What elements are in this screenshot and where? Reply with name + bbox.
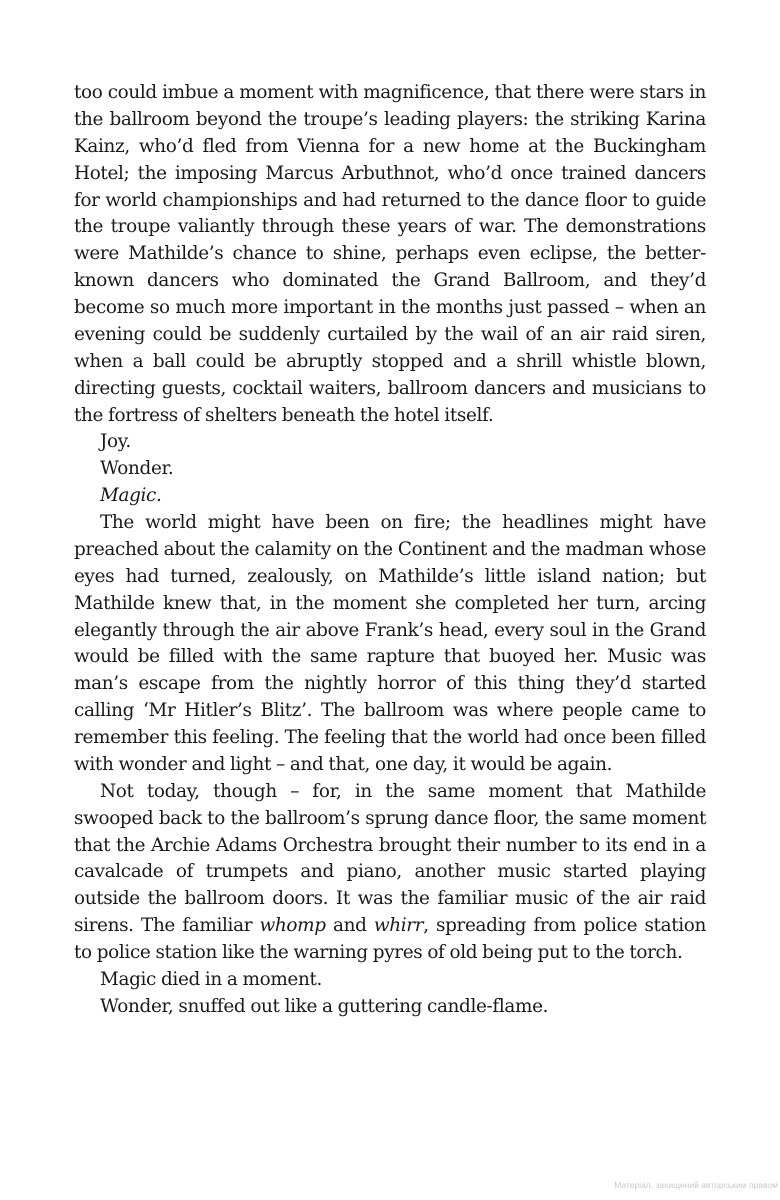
paragraph-magic [74, 483, 706, 510]
paragraph-world-on-fire: The world might have been on fire; the headlines might have preached about the calamity on the Continent and the madman whose eyes had turned, zealously, on Mathilde’s little island nation; but Mathilde knew that, in the moment she completed her turn, arcing elegantly through the air above Frank’s head, every soul in the Grand would be filled with the same rapture that buoyed her. Music was man’s escape from the nightly horror of this thing they’d started calling ‘Mr Hitler’s Blitz’. The ballroom was where people came to remember this feeling. The feeling that the world had once been filled with wonder and light – and that, one day, it would be again. [74, 512, 706, 775]
paragraph-wonder-snuffed: Wonder, snuffed out like a guttering candle-flame. [100, 995, 549, 1017]
paragraph-wonder: Wonder. [100, 458, 174, 480]
paragraph-magic-died: Magic died in a moment. [100, 968, 322, 990]
text-segment: , spreading from police station to police station like the warning pyres of old being put to the torch. [74, 915, 706, 963]
text-segment: and [325, 915, 374, 937]
whomp-emphasis: whomp [259, 915, 326, 937]
magic-emphasis: Magic. [100, 485, 162, 507]
paragraph-continuation: too could imbue a moment with magnificence, that there were stars in the ballroom beyond the troupe’s leading players: the striking Karina Kainz, who’d fled from Vienna for a new home at the Buckingham Hotel; the imposing Marcus Arbuthnot, who’d once trained dancers for world championships and had returned to the dance floor to guide the troupe valiantly through these years of war. The demonstrations were Mathilde’s chance to shine, perhaps even eclipse, the better-known dancers who dominated the Grand Ballroom, and they’d become so much more important in the months just passed – when an evening could be suddenly curtailed by the wail of an air raid siren, when a ball could be abruptly stopped and a shrill whistle blown, directing guests, cocktail waiters, ballroom dancers and musicians to the fortress of shelters beneath the hotel itself. [74, 82, 706, 426]
copyright-watermark: Матеріал, захищений авторським правом [614, 1180, 778, 1190]
whirr-emphasis: whirr [373, 915, 424, 937]
paragraph-not-today [74, 779, 706, 967]
paragraph-joy: Joy. [100, 431, 131, 453]
text-segment: Not today, though – for, in the same moment that Mathilde swooped back to the ballroom’s sprung dance floor, the same moment that the Archie Adams Orchestra brought their number to its end in a cavalcade of trumpets and piano, another music started playing outside the ballroom doors. It was the familiar music of the air raid sirens. The familiar [74, 780, 706, 937]
book-page-body [74, 80, 706, 1021]
